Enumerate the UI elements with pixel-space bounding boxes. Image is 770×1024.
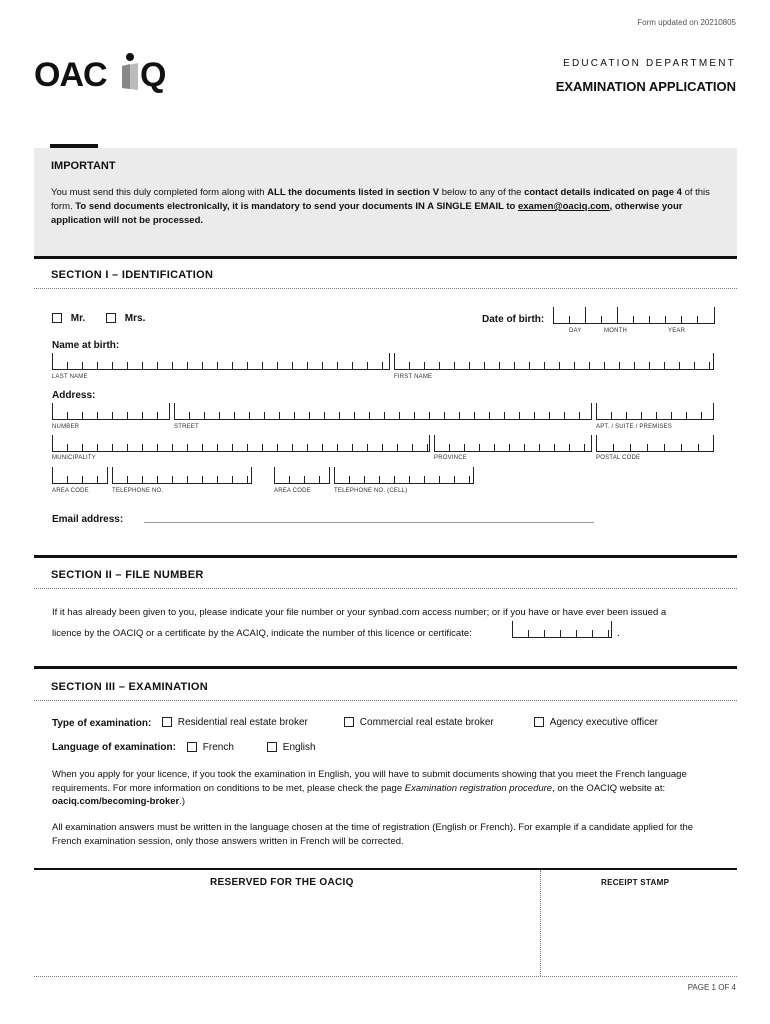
comb-tick	[367, 444, 368, 451]
comb-tick	[681, 316, 682, 323]
comb-tick	[324, 412, 325, 419]
mrs-option[interactable]	[106, 313, 145, 324]
comb-tick	[424, 476, 425, 483]
comb-tick	[701, 412, 702, 419]
comb-tick	[337, 444, 338, 451]
comb-tick	[394, 476, 395, 483]
residential-label: Residential real estate broker	[177, 717, 308, 728]
licence-end-punct: .	[617, 628, 620, 639]
comb-tick	[127, 444, 128, 451]
reserved-rule	[34, 868, 737, 870]
address-apt-field[interactable]	[596, 408, 714, 420]
comb-tick	[202, 444, 203, 451]
reserved-vertical-divider	[540, 870, 541, 976]
comb-tick	[439, 362, 440, 369]
address-label: Address:	[52, 390, 96, 401]
dob-day-caption: DAY	[569, 328, 582, 334]
comb-tick	[82, 412, 83, 419]
comb-tick	[539, 444, 540, 451]
comb-tick	[274, 467, 275, 483]
comb-tick	[289, 476, 290, 483]
comb-tick	[97, 476, 98, 483]
street-caption: STREET	[174, 424, 199, 430]
comb-tick	[679, 362, 680, 369]
comb-tick	[611, 412, 612, 419]
province-field[interactable]	[434, 440, 592, 452]
comb-tick	[613, 444, 614, 451]
comb-tick	[499, 362, 500, 369]
comb-tick	[634, 362, 635, 369]
last-name-field[interactable]	[52, 358, 390, 370]
comb-tick	[107, 467, 108, 483]
comb-tick	[697, 316, 698, 323]
comb-tick	[367, 362, 368, 369]
comb-tick	[544, 362, 545, 369]
comb-tick	[469, 476, 470, 483]
comb-tick	[157, 362, 158, 369]
important-text: You must send this duly completed form along with ALL the documents listed in section V below to any of the contact details indicated on page 4 of this form. To send documents electronically, it is mandatory to send your documents IN A SINGLE EMAIL to examen@oaciq.com, otherwise your application will not be processed.	[51, 187, 710, 226]
comb-tick	[112, 412, 113, 419]
comb-tick	[459, 412, 460, 419]
comb-tick	[307, 444, 308, 451]
comb-tick	[656, 412, 657, 419]
comb-tick	[596, 403, 597, 419]
mr-label: Mr.	[70, 313, 86, 324]
comb-tick	[412, 444, 413, 451]
comb-tick	[479, 444, 480, 451]
comb-tick	[217, 476, 218, 483]
comb-tick	[202, 476, 203, 483]
apt-caption: APT. / SUITE / PREMISES	[596, 424, 672, 430]
first-name-caption: FIRST NAME	[394, 374, 433, 380]
comb-tick	[251, 467, 252, 483]
comb-tick	[322, 362, 323, 369]
comb-tick	[671, 412, 672, 419]
comb-tick	[157, 412, 158, 419]
comb-tick	[444, 412, 445, 419]
department-name: EDUCATION DEPARTMENT	[563, 58, 736, 69]
comb-tick	[142, 412, 143, 419]
reserved-bottom-divider	[34, 976, 737, 977]
comb-tick	[626, 412, 627, 419]
comb-tick	[112, 362, 113, 369]
comb-tick	[277, 362, 278, 369]
comb-tick	[292, 362, 293, 369]
comb-tick	[454, 476, 455, 483]
address-street-field[interactable]	[174, 408, 592, 420]
exam-answers-paragraph: All examination answers must be written in the language chosen at the time of registration (English or French). For example if a candidate applied for the French examination session, only those answers written in French will be corrected.	[52, 822, 694, 847]
comb-tick	[174, 403, 175, 419]
comb-tick	[434, 435, 435, 451]
comb-tick	[279, 412, 280, 419]
comb-tick	[714, 307, 715, 323]
comb-tick	[591, 435, 592, 451]
comb-tick	[189, 412, 190, 419]
comb-tick	[409, 476, 410, 483]
municipality-caption: MUNICIPALITY	[52, 455, 96, 461]
commercial-label: Commercial real estate broker	[359, 717, 494, 728]
comb-tick	[713, 403, 714, 419]
province-caption: PROVINCE	[434, 455, 467, 461]
comb-tick	[304, 476, 305, 483]
comb-tick	[97, 412, 98, 419]
dob-field[interactable]	[553, 312, 715, 324]
french-option[interactable]	[187, 742, 234, 753]
section3-title: SECTION III – EXAMINATION	[51, 681, 209, 693]
comb-tick	[569, 316, 570, 323]
comb-tick	[608, 630, 609, 637]
receipt-stamp-label: RECEIPT STAMP	[601, 878, 670, 887]
important-email-link[interactable]: examen@oaciq.com	[517, 201, 610, 212]
comb-tick	[277, 444, 278, 451]
residential-option[interactable]	[162, 717, 308, 728]
comb-tick	[219, 412, 220, 419]
comb-tick	[354, 412, 355, 419]
comb-tick	[217, 362, 218, 369]
comb-tick	[698, 444, 699, 451]
comb-tick	[369, 412, 370, 419]
email-label: Email address:	[52, 514, 124, 525]
comb-tick	[449, 444, 450, 451]
comb-tick	[127, 362, 128, 369]
comb-tick	[319, 476, 320, 483]
residential-checkbox[interactable]	[162, 717, 172, 727]
file-number-instruction-line1: If it has already been given to you, please indicate your file number or your synbad.com access number; or if you have or have ever been issued a	[52, 607, 667, 618]
comb-tick	[112, 467, 113, 483]
comb-tick	[187, 444, 188, 451]
comb-tick	[591, 403, 592, 419]
comb-tick	[232, 476, 233, 483]
comb-tick	[694, 362, 695, 369]
comb-tick	[686, 412, 687, 419]
comb-tick	[611, 621, 612, 637]
name-at-birth-label: Name at birth:	[52, 340, 120, 351]
postal-code-caption: POSTAL CODE	[596, 455, 641, 461]
reserved-for-oaciq-label: RESERVED FOR THE OACIQ	[210, 877, 354, 888]
comb-tick	[382, 362, 383, 369]
comb-tick	[397, 444, 398, 451]
comb-tick	[489, 412, 490, 419]
comb-tick	[665, 316, 666, 323]
area-code-field[interactable]	[52, 472, 108, 484]
comb-tick	[576, 630, 577, 637]
comb-tick	[649, 316, 650, 323]
comb-tick	[262, 444, 263, 451]
comb-tick	[172, 444, 173, 451]
cell-telephone-field[interactable]	[334, 472, 474, 484]
comb-tick	[649, 362, 650, 369]
comb-tick	[334, 467, 335, 483]
commercial-checkbox[interactable]	[344, 717, 354, 727]
comb-tick	[127, 412, 128, 419]
comb-tick	[349, 476, 350, 483]
comb-tick	[681, 444, 682, 451]
comb-tick	[67, 362, 68, 369]
comb-tick	[589, 362, 590, 369]
comb-tick	[309, 412, 310, 419]
oaciq-logo	[34, 52, 174, 96]
english-label: English	[282, 742, 316, 753]
mr-checkbox[interactable]	[52, 313, 62, 323]
comb-tick	[204, 412, 205, 419]
comb-tick	[187, 362, 188, 369]
comb-tick	[379, 476, 380, 483]
comb-tick	[464, 444, 465, 451]
comb-tick	[574, 362, 575, 369]
comb-tick	[337, 362, 338, 369]
comb-tick	[52, 435, 53, 451]
comb-tick	[382, 444, 383, 451]
dob-year-caption: YEAR	[668, 328, 686, 334]
comb-tick	[592, 630, 593, 637]
comb-tick	[617, 307, 618, 323]
comb-tick	[529, 362, 530, 369]
logo-i-icon	[120, 52, 140, 97]
comb-tick	[504, 412, 505, 419]
comb-tick	[67, 412, 68, 419]
comb-tick	[364, 476, 365, 483]
dob-label: Date of birth:	[482, 314, 545, 325]
comb-tick	[544, 630, 545, 637]
telephone-field[interactable]	[112, 472, 252, 484]
section3-rule	[34, 666, 737, 669]
comb-tick	[142, 362, 143, 369]
form-updated-date: Form updated on 20210805	[637, 18, 736, 27]
address-number-field[interactable]	[52, 408, 170, 420]
last-name-caption: LAST NAME	[52, 374, 88, 380]
comb-tick	[647, 444, 648, 451]
municipality-field[interactable]	[52, 440, 430, 452]
comb-tick	[82, 362, 83, 369]
comb-tick	[232, 444, 233, 451]
comb-tick	[202, 362, 203, 369]
comb-tick	[564, 412, 565, 419]
comb-tick	[454, 362, 455, 369]
comb-tick	[427, 444, 428, 451]
comb-tick	[169, 403, 170, 419]
comb-tick	[553, 307, 554, 323]
comb-tick	[584, 444, 585, 451]
comb-tick	[569, 444, 570, 451]
comb-tick	[469, 362, 470, 369]
section1-rule	[34, 256, 737, 259]
comb-tick	[549, 412, 550, 419]
agency-option[interactable]	[534, 717, 658, 728]
comb-tick	[249, 412, 250, 419]
section1-divider	[34, 288, 737, 289]
comb-tick	[82, 444, 83, 451]
section2-title: SECTION II – FILE NUMBER	[51, 569, 204, 581]
area-code-caption: AREA CODE	[52, 488, 89, 494]
comb-tick	[560, 630, 561, 637]
logo-text-left: OAC	[34, 56, 107, 94]
comb-tick	[633, 316, 634, 323]
section2-rule	[34, 555, 737, 558]
comb-tick	[264, 412, 265, 419]
first-name-field[interactable]	[394, 358, 714, 370]
logo-text-right: Q	[140, 56, 167, 94]
comb-tick	[247, 362, 248, 369]
comb-tick	[664, 444, 665, 451]
comb-tick	[112, 444, 113, 451]
section2-divider	[34, 588, 737, 589]
comb-tick	[329, 467, 330, 483]
comb-tick	[559, 362, 560, 369]
agency-label: Agency executive officer	[549, 717, 658, 728]
mrs-checkbox[interactable]	[106, 313, 116, 323]
exam-language-label: Language of examination:	[52, 742, 176, 753]
comb-tick	[713, 353, 714, 369]
comb-tick	[429, 435, 430, 451]
comb-tick	[52, 353, 53, 369]
comb-tick	[352, 444, 353, 451]
email-input-line[interactable]	[144, 522, 594, 523]
comb-tick	[82, 476, 83, 483]
comb-tick	[494, 444, 495, 451]
comb-tick	[142, 444, 143, 451]
comb-tick	[484, 362, 485, 369]
comb-tick	[292, 444, 293, 451]
french-checkbox[interactable]	[187, 742, 197, 752]
comb-tick	[172, 362, 173, 369]
comb-tick	[439, 476, 440, 483]
french-label: French	[202, 742, 234, 753]
comb-tick	[528, 630, 529, 637]
comb-tick	[157, 476, 158, 483]
comb-tick	[596, 435, 597, 451]
section3-divider	[34, 700, 737, 701]
comb-tick	[579, 412, 580, 419]
english-checkbox[interactable]	[267, 742, 277, 752]
comb-tick	[294, 412, 295, 419]
comb-tick	[307, 362, 308, 369]
mr-option[interactable]	[52, 313, 85, 324]
comb-tick	[709, 362, 710, 369]
comb-tick	[534, 412, 535, 419]
form-title: EXAMINATION APPLICATION	[555, 79, 736, 94]
comb-tick	[394, 353, 395, 369]
comb-tick	[399, 412, 400, 419]
comb-tick	[322, 444, 323, 451]
comb-tick	[172, 476, 173, 483]
number-caption: NUMBER	[52, 424, 80, 430]
comb-tick	[247, 476, 248, 483]
comb-tick	[630, 444, 631, 451]
comb-tick	[52, 403, 53, 419]
comb-tick	[604, 362, 605, 369]
comb-tick	[414, 412, 415, 419]
becoming-broker-link[interactable]: oaciq.com/becoming-broker	[52, 796, 180, 807]
comb-tick	[247, 444, 248, 451]
comb-tick	[713, 435, 714, 451]
comb-tick	[232, 362, 233, 369]
dob-month-caption: MONTH	[604, 328, 627, 334]
cell-area-code-caption: AREA CODE	[274, 488, 311, 494]
comb-tick	[234, 412, 235, 419]
comb-tick	[389, 353, 390, 369]
cell-area-code-field[interactable]	[274, 472, 330, 484]
comb-tick	[509, 444, 510, 451]
comb-tick	[352, 362, 353, 369]
comb-tick	[217, 444, 218, 451]
comb-tick	[512, 621, 513, 637]
commercial-option[interactable]	[344, 717, 494, 728]
comb-tick	[429, 412, 430, 419]
comb-tick	[67, 476, 68, 483]
comb-tick	[524, 444, 525, 451]
comb-tick	[157, 444, 158, 451]
comb-tick	[187, 476, 188, 483]
comb-tick	[97, 362, 98, 369]
file-number-instruction-line2: licence by the OACIQ or a certificate by the ACAIQ, indicate the number of this licence or certificate:	[52, 628, 472, 639]
comb-tick	[97, 444, 98, 451]
page-number: PAGE 1 OF 4	[687, 983, 736, 992]
postal-code-field[interactable]	[596, 440, 714, 452]
comb-tick	[619, 362, 620, 369]
mrs-label: Mrs.	[124, 313, 146, 324]
exam-type-label: Type of examination:	[52, 718, 152, 729]
comb-tick	[52, 467, 53, 483]
language-requirements-paragraph: When you apply for your licence, if you took the examination in English, you will have to submit documents showing that you meet the French language requirements. For more information on conditions to be met, please check the page Examination registration procedure, on the OACIQ website at: oaciq.com/becoming-broker.)	[52, 769, 687, 807]
comb-tick	[664, 362, 665, 369]
comb-tick	[424, 362, 425, 369]
agency-checkbox[interactable]	[534, 717, 544, 727]
comb-tick	[339, 412, 340, 419]
comb-tick	[384, 412, 385, 419]
section1-title: SECTION I – IDENTIFICATION	[51, 269, 214, 281]
comb-tick	[514, 362, 515, 369]
cell-telephone-caption: TELEPHONE NO. (CELL)	[334, 488, 408, 494]
comb-tick	[474, 412, 475, 419]
comb-tick	[585, 307, 586, 323]
telephone-caption: TELEPHONE NO.	[112, 488, 164, 494]
important-heading: IMPORTANT	[51, 160, 116, 172]
comb-tick	[262, 362, 263, 369]
comb-tick	[409, 362, 410, 369]
comb-tick	[473, 467, 474, 483]
comb-tick	[127, 476, 128, 483]
english-option[interactable]	[267, 742, 316, 753]
important-box	[34, 148, 737, 256]
comb-tick	[641, 412, 642, 419]
comb-tick	[67, 444, 68, 451]
licence-number-field[interactable]	[512, 626, 612, 638]
comb-tick	[601, 316, 602, 323]
comb-tick	[142, 476, 143, 483]
comb-tick	[554, 444, 555, 451]
comb-tick	[519, 412, 520, 419]
